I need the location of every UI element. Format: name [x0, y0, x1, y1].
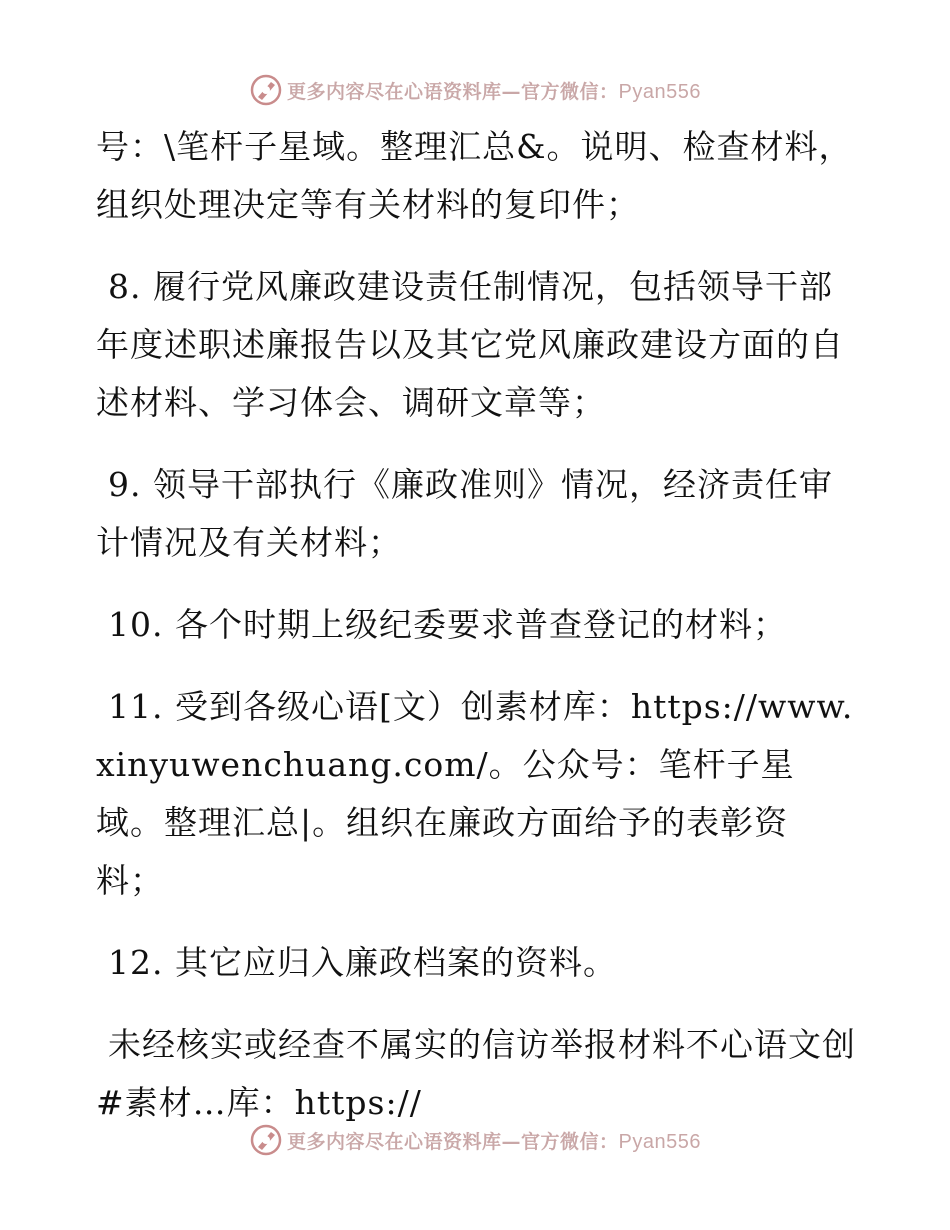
brand-logo-icon [249, 73, 283, 107]
paragraph-item-8: 8. 履行党风廉政建设责任制情况，包括领导干部年度述职述廉报告以及其它党风廉政建设方面的自述材料、学习体会、调研文章等； [96, 267, 844, 422]
brand-logo-icon [249, 1123, 283, 1157]
document-body [96, 118, 856, 1156]
paragraph-continuation: 号：\笔杆子星域。整理汇总&。说明、检查材料，组织处理决定等有关材料的复印件； [96, 127, 853, 224]
header-watermark-banner [0, 68, 950, 112]
footer-watermark-text: 更多内容尽在心语资料库—官方微信：Pyan556 [287, 1130, 701, 1153]
paragraph-item-12: 12. 其它应归入廉政档案的资料。 [108, 943, 617, 982]
header-wechat-id: Pyan556 [618, 80, 701, 103]
paragraph-item-9: 9. 领导干部执行《廉政准则》情况，经济责任审计情况及有关材料； [96, 465, 833, 562]
footer-watermark-banner [0, 1118, 950, 1162]
paragraph-item-10: 10. 各个时期上级纪委要求普查登记的材料； [108, 605, 787, 644]
paragraph-item-11: 11. 受到各级心语[文）创素材库：https://www.xinyuwenchuang.com/。公众号：笔杆子星域。整理汇总|。组织在廉政方面给予的表彰资料； [96, 687, 854, 900]
header-watermark-text: 更多内容尽在心语资料库—官方微信：Pyan556 [287, 80, 701, 103]
footer-wechat-id: Pyan556 [618, 1130, 701, 1153]
paragraph-unverified-materials: 未经核实或经查不属实的信访举报材料不心语文创#素材…库：https:// [96, 1025, 856, 1122]
